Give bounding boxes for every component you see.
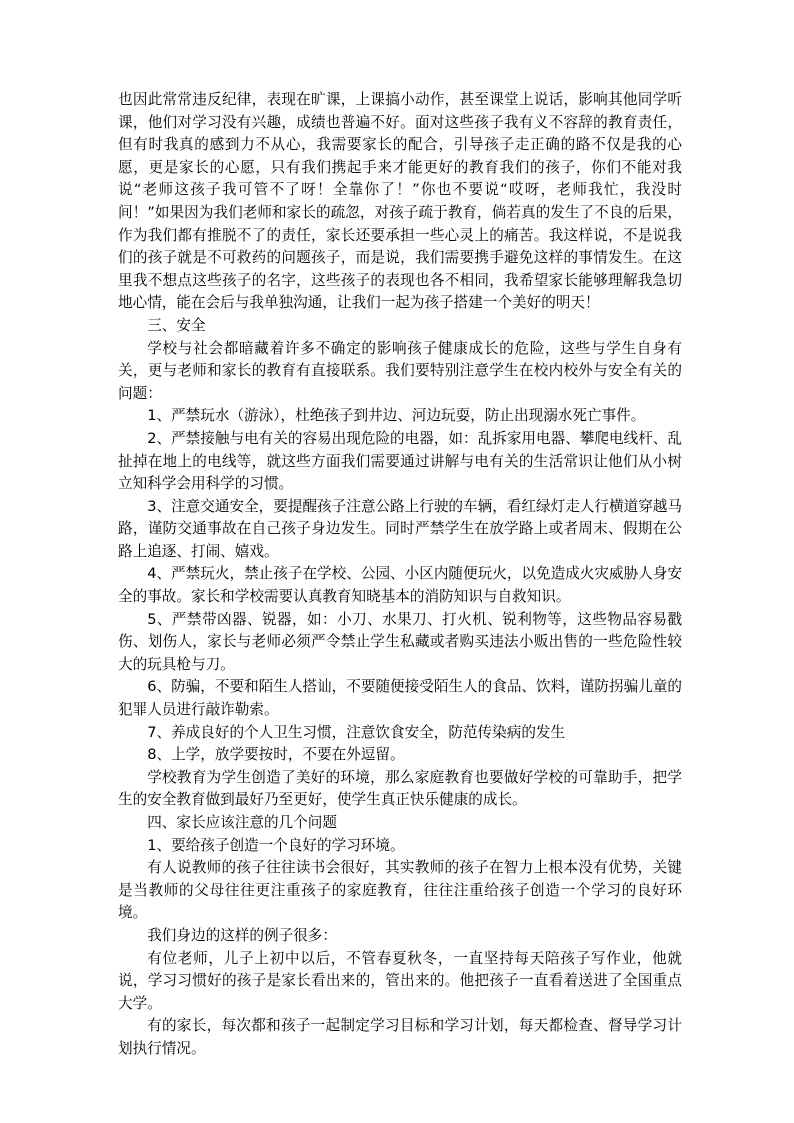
paragraph-teacher-children: 有人说教师的孩子往往读书会很好，其实教师的孩子在智力上根本没有优势，关键是当教师的父母往往更注重孩子的家庭教育，往往注重给孩子创造一个学习的良好环境。: [118, 859, 682, 922]
paragraph-examples-intro: 我们身边的这样的例子很多：: [147, 926, 337, 944]
safety-item-7: 7、养成良好的个人卫生习惯，注意饮食安全，防范传染病的发生: [147, 723, 566, 741]
safety-item-3: 3、注意交通安全，要提醒孩子注意公路上行驶的车辆，看红绿灯走人行横道穿越马路，谨防交通事故在自己孩子身边发生。同时严禁学生在放学路上或者周末、假期在公路上追逐、打闹、嬉戏。: [118, 497, 682, 560]
paragraph-safety-intro: 学校与社会都暗藏着许多不确定的影响孩子健康成长的危险，这些与学生自身有关，更与老师和家长的教育有直接联系。我们要特别注意学生在校内校外与安全有关的问题：: [118, 339, 682, 402]
safety-item-5: 5、严禁带凶器、锐器，如：小刀、水果刀、打火机、锐利物等，这些物品容易戳伤、划伤人，家长与老师必须严令禁止学生私藏或者购买违法小贩出售的一些危险性较大的玩具枪与刀。: [118, 610, 682, 673]
section-heading-safety: 三、安全: [147, 316, 206, 334]
paragraph-example-parents: 有的家长，每次都和孩子一起制定学习目标和学习计划，每天都检查、督导学习计划执行情况。: [118, 1017, 682, 1057]
document-page: [118, 89, 682, 1061]
safety-item-2: 2、严禁接触与电有关的容易出现危险的电器，如：乱拆家用电器、攀爬电线杆、乱扯掉在地上的电线等，就这些方面我们需要通过讲解与电有关的生活常识让他们从小树立知科学会用科学的习惯。: [118, 429, 682, 493]
paragraph-cooperation: 也因此常常违反纪律，表现在旷课，上课搞小动作，甚至课堂上说话，影响其他同学听课，他们对学习没有兴趣，成绩也普遍不好。面对这些孩子我有义不容辞的教育责任，但有时我真的感到力不从心，我需要家长的配合，引导孩子走正确的路不仅是我的心愿，更是家长的心愿，只有我们携起手来才能更好的教育我们的孩子，你们不能对我说“老师这孩子我可管不了呀！全靠你了！”你也不要说“哎呀，老师我忙，我没时间！”如果因为我们老师和家长的疏忽，对孩子疏于教育，倘若真的发生了不良的后果，作为我们都有推脱不了的责任，家长还要承担一些心灵上的痛苦。我这样说，不是说我们的孩子就是不可救药的问题孩子，而是说，我们需要携手避免这样的事情发生。在这里我不想点这些孩子的名字，这些孩子的表现也各不相同，我希望家长能够理解我急切地心情，能在会后与我单独沟通，让我们一起为孩子搭建一个美好的明天！: [118, 91, 682, 312]
paragraph-safety-summary: 学校教育为学生创造了美好的环境，那么家庭教育也要做好学校的可靠助手，把学生的安全教育做到最好乃至更好，使学生真正快乐健康的成长。: [118, 768, 682, 809]
safety-item-6: 6、防骗，不要和陌生人搭讪，不要随便接受陌生人的食品、饮料，谨防拐骗儿童的犯罪人员进行敲诈勒索。: [118, 678, 682, 719]
parents-item-1: 1、要给孩子创造一个良好的学习环境。: [147, 836, 405, 854]
safety-item-1: 1、严禁玩水（游泳），杜绝孩子到井边、河边玩耍，防止出现溺水死亡事件。: [147, 407, 646, 425]
safety-item-8: 8、上学，放学要按时，不要在外逗留。: [147, 746, 405, 764]
section-heading-parents: 四、家长应该注意的几个问题: [147, 814, 337, 831]
safety-item-4: 4、严禁玩火，禁止孩子在学校、公园、小区内随便玩火，以免造成火灾威胁人身安全的事故。家长和学校需要认真教育知晓基本的消防知识与自救知识。: [118, 565, 682, 606]
paragraph-example-teacher: 有位老师，儿子上初中以后，不管春夏秋冬，一直坚持每天陪孩子写作业，他就说，学习习惯好的孩子是家长看出来的，管出来的。他把孩子一直看着送进了全国重点大学。: [118, 949, 682, 1012]
